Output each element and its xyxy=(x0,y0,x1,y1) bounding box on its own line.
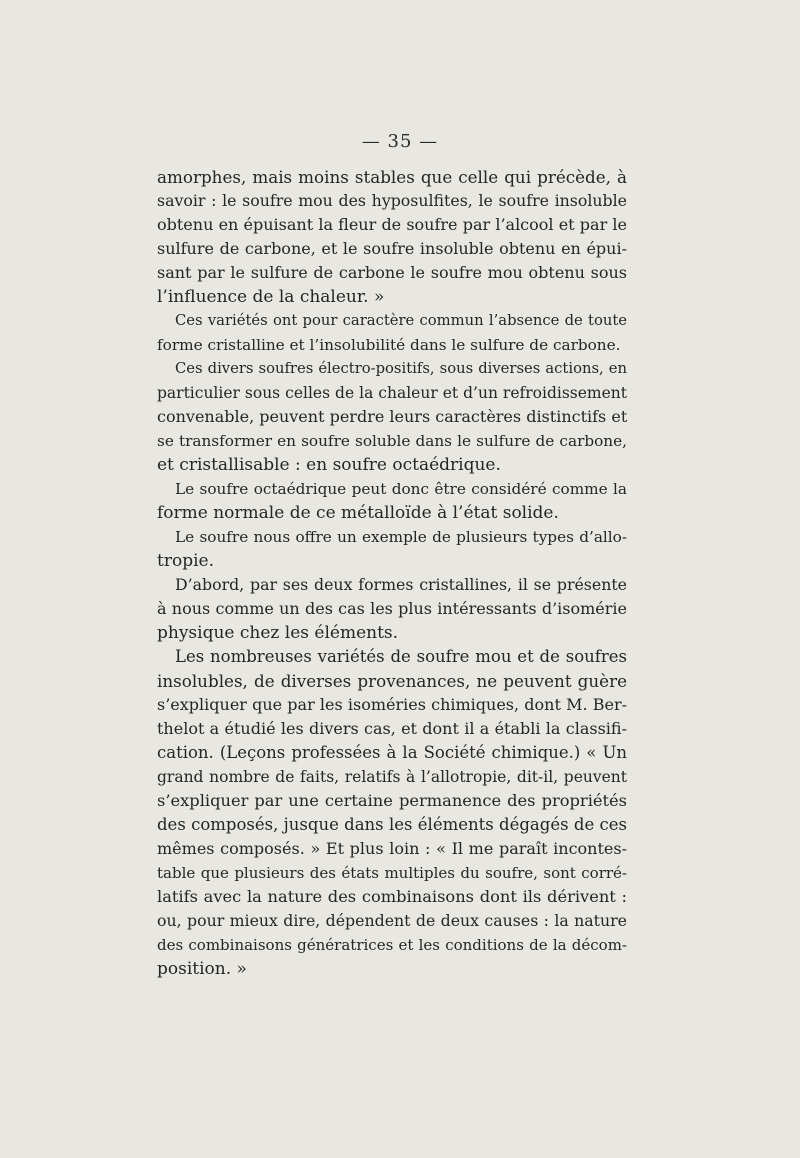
text-line: sulfure de carbone, et le soufre insoluble obtenu en épui- xyxy=(157,239,627,258)
text-line: physique chez les éléments. xyxy=(157,623,399,643)
text-line: Le soufre nous offre un exemple de plusieurs types d’allo- xyxy=(175,528,627,546)
text-line: position. » xyxy=(157,959,247,979)
body-text xyxy=(157,165,627,981)
text-line: des combinaisons génératrices et les conditions de la décom- xyxy=(157,936,627,954)
page-number: — 35 — xyxy=(361,131,439,152)
text-line: tropie. xyxy=(157,551,214,571)
text-line: savoir : le soufre mou des hyposulfites, le soufre insoluble xyxy=(157,191,627,210)
text-line: amorphes, mais moins stables que celle qui précède, à xyxy=(157,167,627,187)
text-line: particulier sous celles de la chaleur et d’un refroidissement xyxy=(157,384,627,402)
text-line: et cristallisable : en soufre octaédrique. xyxy=(157,455,501,475)
text-line: l’influence de la chaleur. » xyxy=(157,287,385,307)
text-line: sant par le sulfure de carbone le soufre mou obtenu sous xyxy=(157,263,627,282)
text-line: obtenu en épuisant la fleur de soufre par l’alcool et par le xyxy=(157,215,627,234)
text-line: Ces variétés ont pour caractère commun l’absence de toute xyxy=(175,312,627,329)
text-line: convenable, peuvent perdre leurs caractères distinctifs et xyxy=(157,407,628,426)
text-line: se transformer en soufre soluble dans le sulfure de carbone, xyxy=(157,432,627,450)
text-line: des composés, jusque dans les éléments dégagés de ces xyxy=(157,815,627,834)
text-line: s’expliquer que par les isoméries chimiques, dont M. Ber- xyxy=(157,695,627,714)
text-line: cation. (Leçons professées à la Société chimique.) « Un xyxy=(157,743,627,762)
text-line: Le soufre octaédrique peut donc être considéré comme la xyxy=(175,480,627,498)
text-line: grand nombre de faits, relatifs à l’allotropie, dit-il, peuvent xyxy=(157,768,627,786)
text-line: à nous comme un des cas les plus intéressants d’isomérie xyxy=(157,599,627,618)
text-line: Ces divers soufres électro-positifs, sous diverses actions, en xyxy=(175,360,627,377)
text-line: Les nombreuses variétés de soufre mou et de soufres xyxy=(175,647,627,666)
text-line: latifs avec la nature des combinaisons dont ils dérivent : xyxy=(157,887,627,906)
text-line: thelot a étudié les divers cas, et dont il a établi la classifi- xyxy=(157,719,627,738)
text-line: forme normale de ce métalloïde à l’état solide. xyxy=(157,503,559,523)
text-line: D’abord, par ses deux formes cristallines, il se présente xyxy=(175,575,627,594)
text-line: s’expliquer par une certaine permanence des propriétés xyxy=(157,791,627,810)
text-line: table que plusieurs des états multiples du soufre, sont corré- xyxy=(157,864,627,882)
text-line: mêmes composés. » Et plus loin : « Il me paraît incontes- xyxy=(157,839,627,858)
text-line: ou, pour mieux dire, dépendent de deux causes : la nature xyxy=(157,911,627,930)
text-line: forme cristalline et l’insolubilité dans le sulfure de carbone. xyxy=(157,336,621,354)
text-line: insolubles, de diverses provenances, ne peuvent guère xyxy=(157,671,627,691)
